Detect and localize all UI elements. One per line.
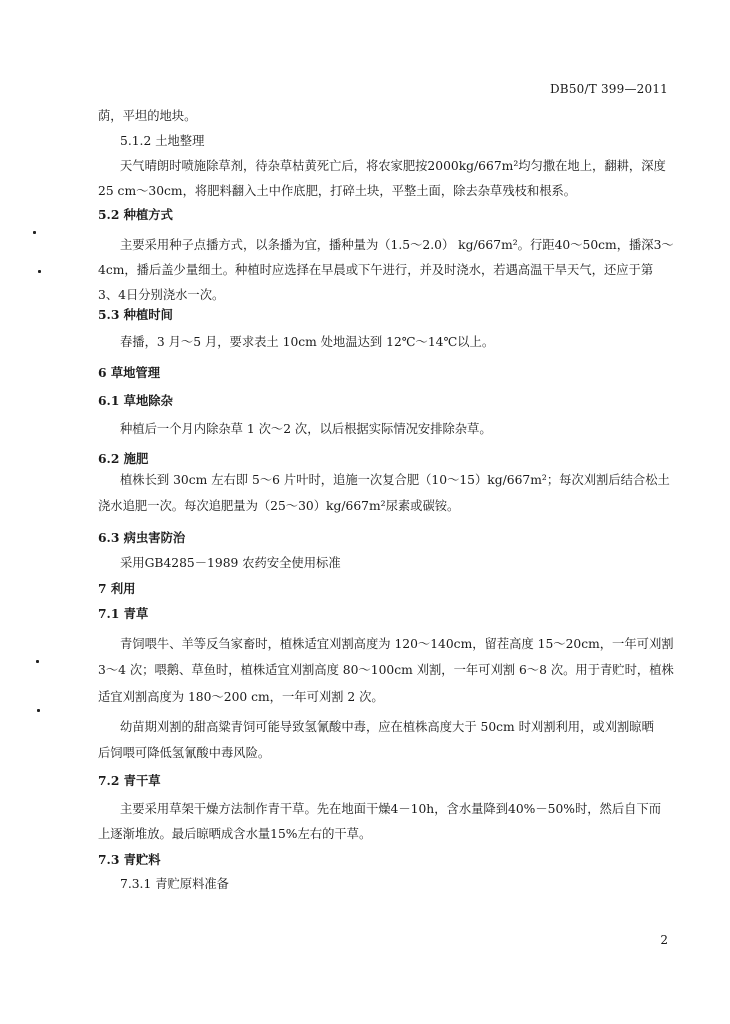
section-heading: 7.3 青贮料 xyxy=(98,852,161,867)
section-heading: 7 利用 xyxy=(98,581,136,596)
scan-speck xyxy=(36,660,39,663)
paragraph-line: 4cm，播后盖少量细土。种植时应选择在早晨或下午进行，并及时浇水，若遇高温干旱天气，还应于第 xyxy=(98,263,654,277)
paragraph-line: 种植后一个月内除杂草 1 次～2 次，以后根据实际情况安排除杂草。 xyxy=(120,422,492,436)
subsection-heading: 7.3.1 青贮原料准备 xyxy=(120,877,229,891)
paragraph-line: 3～4 次；喂鹅、草鱼时，植株适宜刈割高度 80～100cm 刈割，一年可刈割 6～8 次。用于青贮时，植株 xyxy=(98,663,674,677)
paragraph-line: 植株长到 30cm 左右即 5～6 片叶时，追施一次复合肥（10～15）kg/667m²；每次刈割后结合松土 xyxy=(120,473,670,487)
standard-code: DB50/T 399—2011 xyxy=(549,82,668,96)
paragraph-line: 适宜刈割高度为 180～200 cm，一年可刈割 2 次。 xyxy=(98,690,384,704)
page-number: 2 xyxy=(660,933,668,947)
paragraph-line: 后饲喂可降低氢氰酸中毒风险。 xyxy=(98,746,271,760)
paragraph-line: 上逐渐堆放。最后晾晒成含水量15%左右的干草。 xyxy=(98,827,372,841)
subsection-heading: 5.1.2 土地整理 xyxy=(120,134,205,148)
section-heading: 6.3 病虫害防治 xyxy=(98,530,186,545)
section-heading: 6 草地管理 xyxy=(98,365,161,380)
paragraph-line: 天气晴朗时喷施除草剂，待杂草枯黄死亡后，将农家肥按2000kg/667m²均匀撒在地上，翻耕，深度 xyxy=(120,159,666,173)
section-heading: 7.1 青草 xyxy=(98,606,149,621)
paragraph-line: 幼苗期刈割的甜高粱青饲可能导致氢氰酸中毒，应在植株高度大于 50cm 时刈割利用，或刈割晾晒 xyxy=(120,720,654,734)
paragraph-line: 浇水追肥一次。每次追肥量为（25～30）kg/667m²尿素或碳铵。 xyxy=(98,499,460,513)
section-heading: 6.1 草地除杂 xyxy=(98,393,173,408)
scan-speck xyxy=(38,270,41,273)
section-heading: 5.2 种植方式 xyxy=(98,207,173,222)
paragraph-line: 主要采用种子点播方式，以条播为宜，播种量为（1.5～2.0） kg/667m²。行距40～50cm，播深3～ xyxy=(120,238,674,252)
section-heading: 5.3 种植时间 xyxy=(98,307,173,322)
scan-speck xyxy=(37,709,40,712)
paragraph-line: 3、4日分别浇水一次。 xyxy=(98,288,225,302)
paragraph-line: 25 cm～30cm，将肥料翻入土中作底肥，打碎土块，平整土面，除去杂草残枝和根系。 xyxy=(98,184,577,198)
paragraph-line: 春播，3 月～5 月，要求表土 10cm 处地温达到 12℃～14℃以上。 xyxy=(120,335,495,349)
paragraph-line: 主要采用草架干燥方法制作青干草。先在地面干燥4－10h，含水量降到40%－50%时，然后自下而 xyxy=(120,802,662,816)
paragraph-line: 荫，平坦的地块。 xyxy=(98,109,197,123)
scan-speck xyxy=(33,231,36,234)
section-heading: 6.2 施肥 xyxy=(98,451,149,466)
paragraph-line: 采用GB4285－1989 农药安全使用标准 xyxy=(120,556,341,570)
section-heading: 7.2 青干草 xyxy=(98,773,161,788)
paragraph-line: 青饲喂牛、羊等反刍家畜时，植株适宜刈割高度为 120～140cm，留茬高度 15～20cm，一年可刈割 xyxy=(120,637,674,651)
